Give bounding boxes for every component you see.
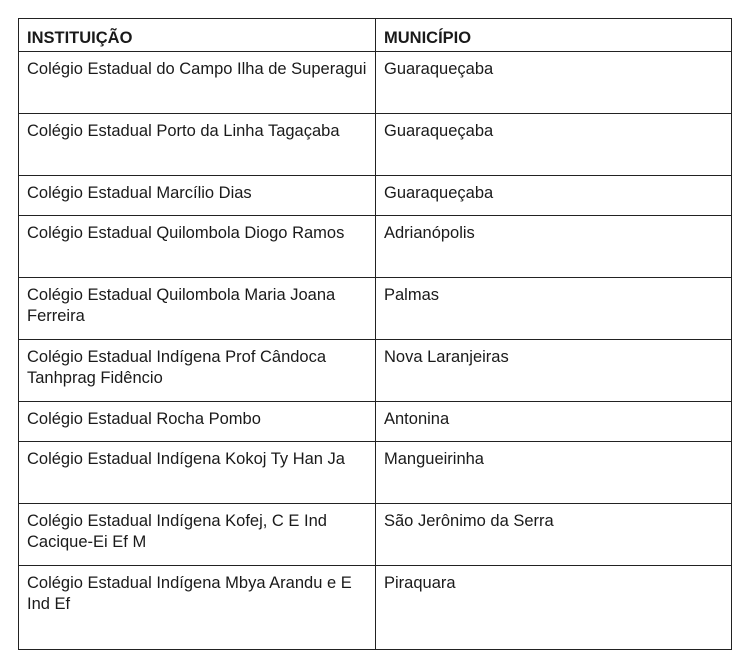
header-instituicao: INSTITUIÇÃO [19, 19, 376, 52]
cell-municipio: Guaraqueçaba [376, 52, 732, 114]
table-row [19, 114, 732, 176]
table-row [19, 504, 732, 566]
cell-instituicao: Colégio Estadual Indígena Kofej, C E Ind Cacique-Ei Ef M [19, 504, 376, 566]
cell-instituicao: Colégio Estadual Rocha Pombo [19, 402, 376, 442]
cell-municipio: Guaraqueçaba [376, 114, 732, 176]
cell-instituicao: Colégio Estadual Marcílio Dias [19, 176, 376, 216]
table-row [19, 566, 732, 650]
cell-instituicao: Colégio Estadual Quilombola Maria Joana Ferreira [19, 278, 376, 340]
cell-instituicao: Colégio Estadual Quilombola Diogo Ramos [19, 216, 376, 278]
table-row [19, 52, 732, 114]
cell-municipio: São Jerônimo da Serra [376, 504, 732, 566]
cell-municipio: Antonina [376, 402, 732, 442]
header-municipio: MUNICÍPIO [376, 19, 732, 52]
table-row [19, 176, 732, 216]
table-header-row [19, 19, 732, 52]
cell-instituicao: Colégio Estadual Indígena Mbya Arandu e E Ind Ef [19, 566, 376, 650]
table-row [19, 278, 732, 340]
cell-municipio: Guaraqueçaba [376, 176, 732, 216]
cell-instituicao: Colégio Estadual Indígena Kokoj Ty Han Ja [19, 442, 376, 504]
cell-instituicao: Colégio Estadual Indígena Prof Cândoca Tanhprag Fidêncio [19, 340, 376, 402]
institutions-table [18, 18, 732, 650]
cell-municipio: Palmas [376, 278, 732, 340]
table-row [19, 402, 732, 442]
table-row [19, 340, 732, 402]
cell-instituicao: Colégio Estadual Porto da Linha Tagaçaba [19, 114, 376, 176]
cell-municipio: Mangueirinha [376, 442, 732, 504]
document-page [18, 18, 731, 650]
cell-municipio: Piraquara [376, 566, 732, 650]
cell-municipio: Nova Laranjeiras [376, 340, 732, 402]
table-row [19, 216, 732, 278]
table-row [19, 442, 732, 504]
cell-municipio: Adrianópolis [376, 216, 732, 278]
cell-instituicao: Colégio Estadual do Campo Ilha de Superagui [19, 52, 376, 114]
